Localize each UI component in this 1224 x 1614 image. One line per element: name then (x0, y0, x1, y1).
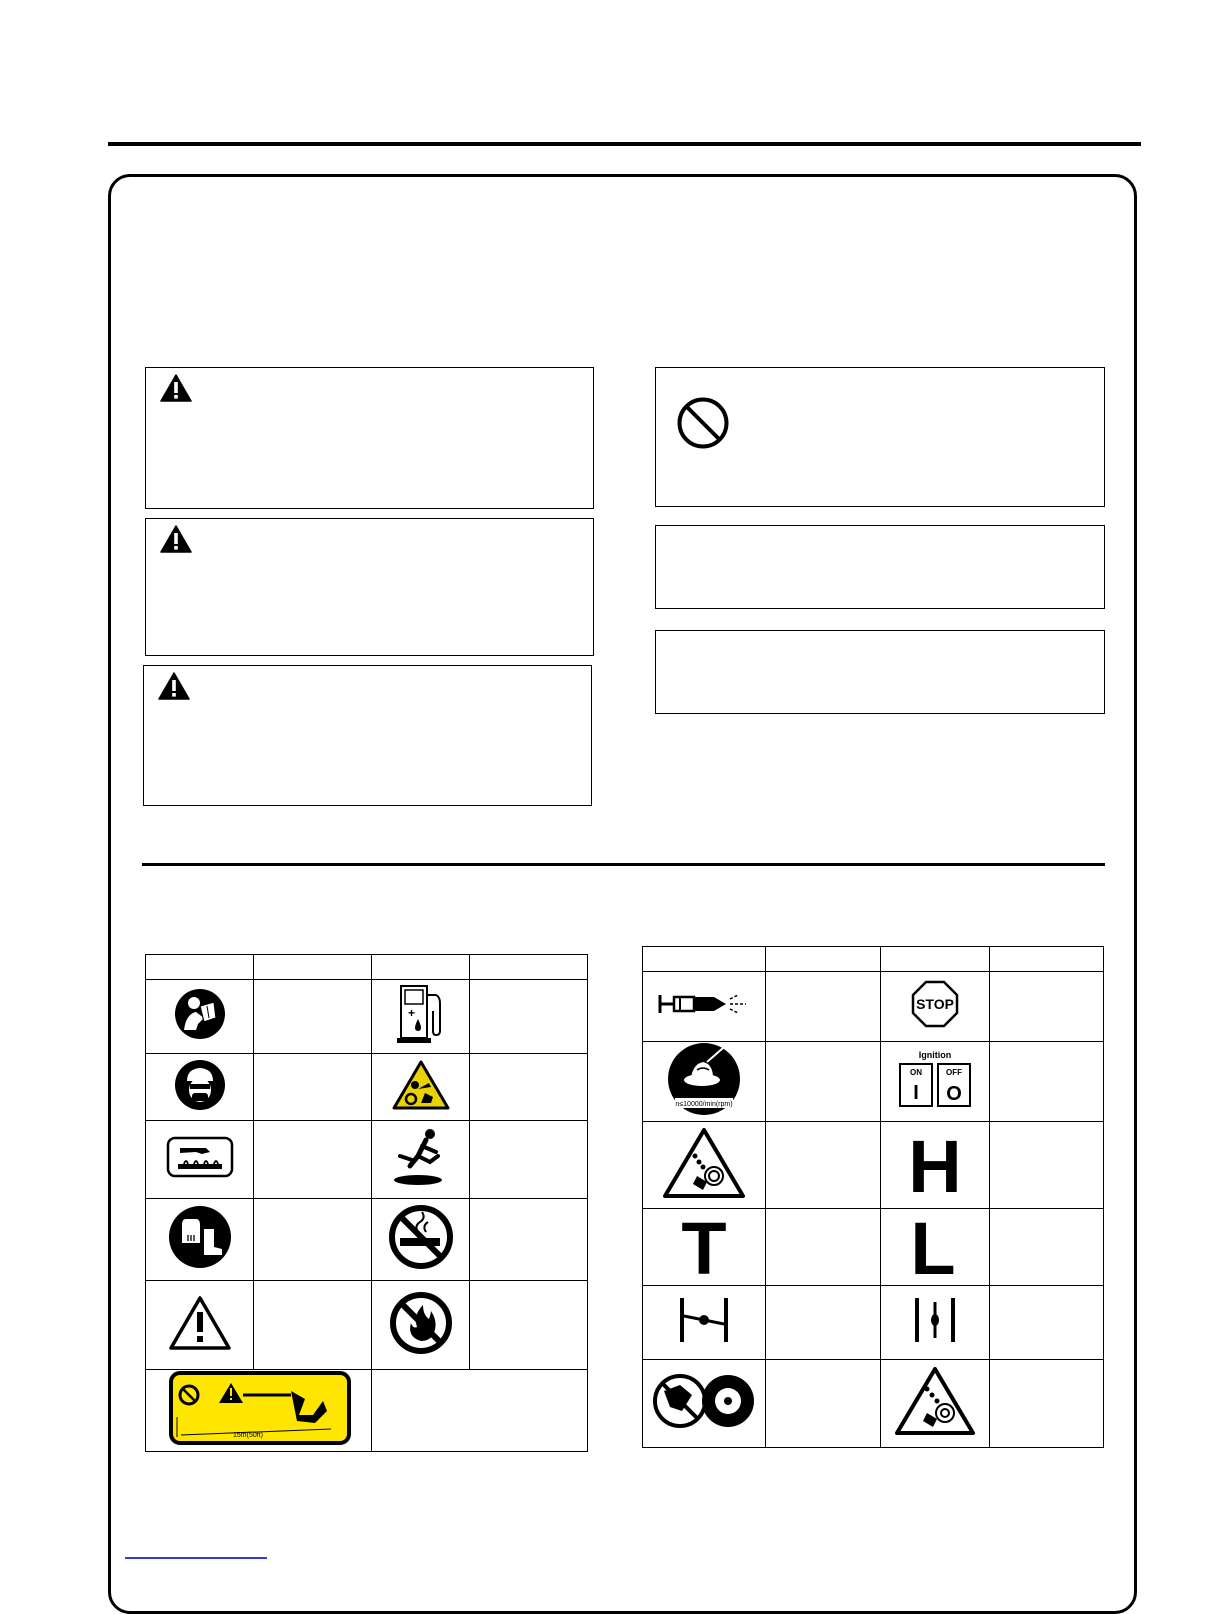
choke-open-icon (907, 1294, 963, 1346)
slip-hazard-icon (390, 1126, 452, 1188)
table-row (146, 1199, 588, 1281)
fuel-pump-icon (396, 983, 446, 1045)
distance-label-text: 15m(50ft) (232, 1432, 263, 1439)
table-row (643, 972, 1104, 1042)
gloves-boots-icon (168, 1205, 232, 1269)
hot-surface-icon (166, 1136, 234, 1178)
table-header-row (643, 947, 1104, 972)
t-letter: T (681, 1211, 727, 1278)
no-metal-blade-icon (652, 1371, 756, 1431)
symbol-table-left (145, 954, 588, 1452)
protective-gear-icon (174, 1059, 226, 1111)
caution-triangle-icon (168, 1295, 232, 1351)
warning-triangle-icon (158, 672, 190, 700)
table-row (643, 1122, 1104, 1209)
l-letter: L (910, 1211, 956, 1278)
ricochet-warning-icon (893, 1365, 977, 1437)
off-label: OFF (946, 1068, 962, 1077)
table-row (146, 1121, 588, 1199)
keep-distance-label-icon (167, 1371, 351, 1445)
ignition-switch-icon (896, 1048, 974, 1110)
table-row (643, 1209, 1104, 1286)
table-row (146, 1054, 588, 1121)
thrown-objects-warning-icon (391, 1059, 451, 1111)
warning-triangle-icon (160, 525, 192, 553)
read-manual-icon (174, 988, 226, 1040)
h-letter: H (908, 1129, 962, 1196)
note-box-2 (655, 630, 1105, 714)
symbol-table-right (642, 946, 1104, 1448)
h-letter-icon (905, 1130, 965, 1196)
stop-sign-icon (911, 980, 959, 1028)
table-header-row (146, 955, 588, 980)
ignition-label: Ignition (918, 1050, 952, 1060)
warning-box-3 (143, 665, 592, 806)
prohibition-box (655, 367, 1105, 507)
flying-debris-warning-icon (661, 1126, 747, 1200)
warning-triangle-icon (160, 374, 192, 402)
no-fire-icon (389, 1291, 453, 1355)
prohibited-icon (676, 396, 730, 450)
table-row (146, 1370, 588, 1452)
t-letter-icon (674, 1212, 734, 1278)
primer-injection-icon (658, 991, 750, 1017)
table-row (146, 1281, 588, 1370)
header-rule (108, 142, 1141, 146)
table-row (643, 1286, 1104, 1360)
footer-link-underline[interactable] (125, 1557, 267, 1559)
l-letter-icon (905, 1212, 965, 1278)
svg-text:+: + (407, 1006, 415, 1020)
warning-box-2 (145, 518, 594, 656)
table-row (146, 980, 588, 1054)
choke-closed-icon (676, 1294, 732, 1346)
table-row (643, 1042, 1104, 1122)
on-label: ON (910, 1068, 922, 1077)
warning-box-1 (145, 367, 594, 509)
note-box-1 (655, 525, 1105, 609)
on-symbol: I (913, 1082, 919, 1104)
max-speed-icon (667, 1042, 741, 1116)
no-smoking-icon (388, 1204, 454, 1270)
section-rule (142, 863, 1105, 866)
table-row (643, 1360, 1104, 1448)
stop-label: STOP (916, 996, 954, 1012)
off-symbol: O (946, 1083, 962, 1105)
rpm-label: n≤10000/min(rpm) (675, 1101, 733, 1108)
